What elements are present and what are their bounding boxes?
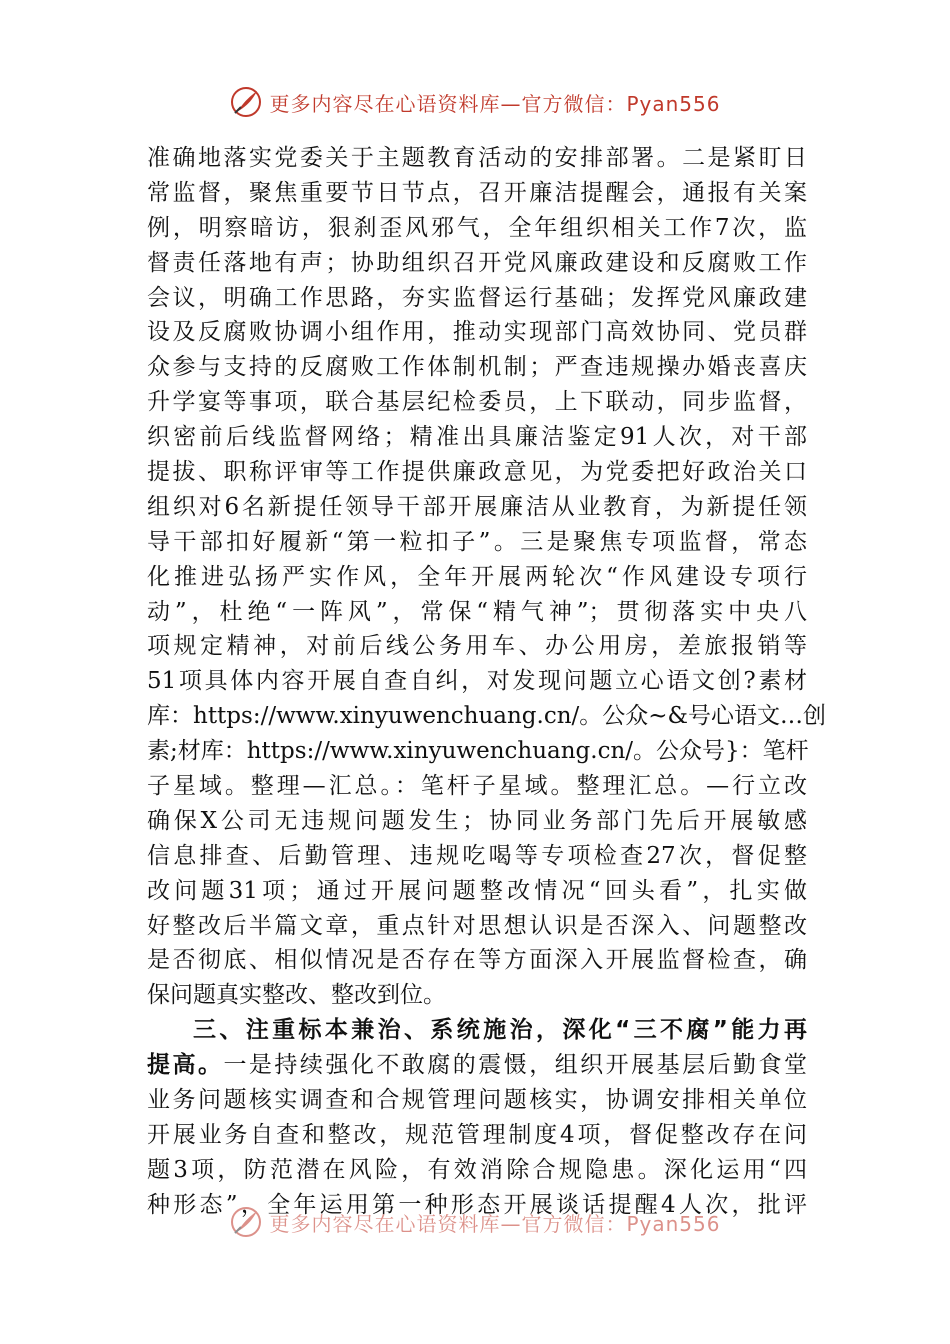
footer-watermark-banner (0, 1202, 950, 1242)
text-line: 是否彻底、相似情况是否存在等方面深入开展监督检查，确 (147, 947, 807, 974)
text-line: 子星域。整理—汇总。：笔杆子星域。整理汇总。—行立改 (147, 773, 807, 800)
text-line: 开展业务自查和整改，规范管理制度4项，督促整改存在问 (147, 1121, 807, 1148)
watermark-text: 更多内容尽在心语资料库—官方微信：Pyan556 (269, 91, 721, 116)
document-body (147, 141, 827, 1223)
section-heading-end: 提高。 (147, 1052, 224, 1079)
text-line (147, 1048, 807, 1083)
text-line: 保问题真实整改、整改到位。 (147, 982, 446, 1009)
text-line: 库：https://www.xinyuwenchuang.cn/。公众~&号心语文…创 (147, 703, 827, 730)
text-line: 题3项，防范潜在风险，有效消除合规隐患。深化运用“四 (147, 1156, 807, 1183)
section-heading: 三、注重标本兼治、系统施治，深化“三不腐”能力再 (193, 1017, 807, 1044)
text-line: 织密前后线监督网络；精准出具廉洁鉴定91人次，对干部 (147, 424, 807, 451)
text-line: 众参与支持的反腐败工作体制机制；严查违规操办婚丧喜庆 (147, 354, 807, 381)
text-line: 改问题31项；通过开展问题整改情况“回头看”，扎实做 (147, 877, 807, 904)
text-line: 组织对6名新提任领导干部开展廉洁从业教育，为新提任领 (147, 493, 807, 520)
text-line: 准确地落实党委关于主题教育活动的安排部署。二是紧盯日 (147, 145, 807, 171)
quill-logo-icon (229, 1205, 263, 1239)
text-line: 升学宴等事项，联合基层纪检委员，上下联动，同步监督， (147, 389, 807, 416)
text-line: 51项具体内容开展自查自纠，对发现问题立心语文创?素材 (147, 668, 807, 695)
header-watermark-banner (0, 82, 950, 122)
text-line: 导干部扣好履新“第一粒扣子”。三是聚焦专项监督，常态 (147, 528, 807, 555)
text-line: 素;材库：https://www.xinyuwenchuang.cn/。公众号}：笔杆 (147, 738, 809, 765)
text-line: 项规定精神，对前后线公务用车、办公用房，差旅报销等 (147, 633, 807, 660)
text-line: 设及反腐败协调小组作用，推动实现部门高效协同、党员群 (147, 319, 807, 346)
paragraph-continued (147, 141, 827, 1013)
section-3-paragraph (147, 1013, 807, 1222)
text-line: 确保X公司无违规问题发生；协同业务部门先后开展敏感 (147, 807, 807, 834)
text-run: 一是持续强化不敢腐的震慑，组织开展基层后勤食堂 (223, 1052, 808, 1079)
text-line: 化推进弘扬严实作风，全年开展两轮次“作风建设专项行 (147, 563, 807, 590)
quill-logo-icon (229, 85, 263, 119)
text-line: 例，明察暗访，狠刹歪风邪气，全年组织相关工作7次，监 (147, 214, 807, 241)
text-line: 督责任落地有声；协助组织召开党风廉政建设和反腐败工作 (147, 249, 807, 276)
text-line: 动”，杜绝“一阵风”，常保“精气神”；贯彻落实中央八 (147, 598, 807, 625)
watermark-text: 更多内容尽在心语资料库—官方微信：Pyan556 (269, 1211, 721, 1236)
text-line: 业务问题核实调查和合规管理问题核实，协调安排相关单位 (147, 1087, 807, 1114)
text-line: 会议，明确工作思路，夯实监督运行基础；发挥党风廉政建 (147, 284, 807, 311)
text-line: 提拔、职称评审等工作提供廉政意见，为党委把好政治关口 (147, 459, 807, 486)
text-line: 常监督，聚焦重要节日节点，召开廉洁提醒会，通报有关案 (147, 179, 807, 206)
text-line: 好整改后半篇文章，重点针对思想认识是否深入、问题整改 (147, 912, 807, 939)
text-line: 种形态”，全年运用第一种形态开展谈话提醒4人次，批评 (147, 1191, 807, 1218)
text-line: 信息排查、后勤管理、违规吃喝等专项检查27次，督促整 (147, 842, 807, 869)
